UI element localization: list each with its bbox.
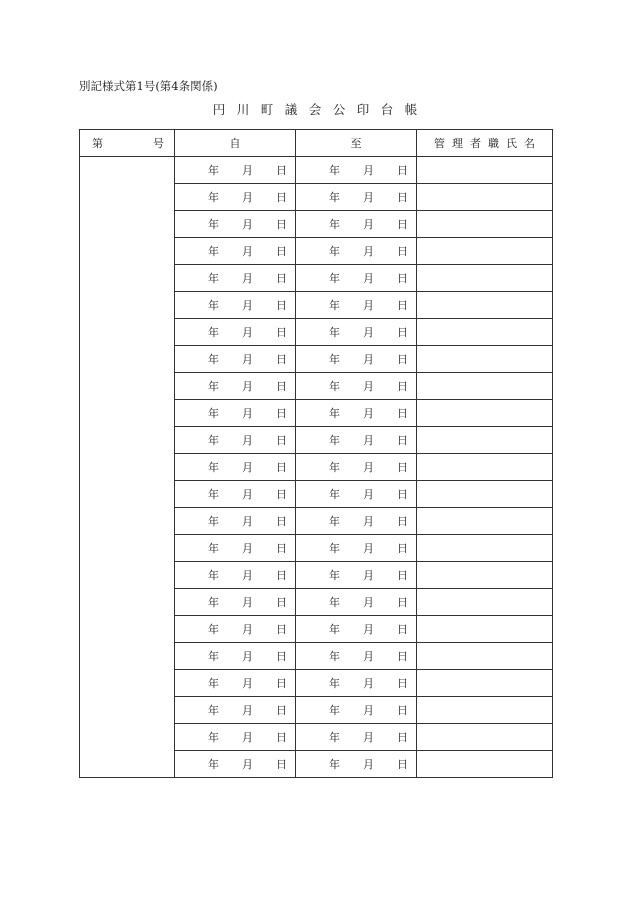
table-row (80, 157, 553, 184)
date-year-label: 年 (329, 623, 340, 636)
manager-name-cell[interactable] (417, 724, 553, 751)
date-year-label: 年 (208, 677, 219, 690)
to-date-cell[interactable] (296, 400, 417, 427)
from-date-cell[interactable] (175, 508, 296, 535)
manager-name-cell[interactable] (417, 454, 553, 481)
date-month-label: 月 (363, 731, 374, 744)
to-date-cell[interactable] (296, 292, 417, 319)
table-header-row (80, 130, 553, 157)
date-month-label: 月 (363, 623, 374, 636)
date-day-label: 日 (276, 434, 287, 447)
date-day-label: 日 (397, 488, 408, 501)
date-month-label: 月 (363, 434, 374, 447)
from-date-cell[interactable] (175, 481, 296, 508)
date-year-label: 年 (208, 434, 219, 447)
from-date-cell[interactable] (175, 400, 296, 427)
to-date-cell[interactable] (296, 508, 417, 535)
from-date-cell[interactable] (175, 265, 296, 292)
date-month-label: 月 (363, 299, 374, 312)
date-year-label: 年 (208, 326, 219, 339)
manager-name-cell[interactable] (417, 535, 553, 562)
date-year-label: 年 (329, 488, 340, 501)
date-month-label: 月 (242, 380, 253, 393)
date-day-label: 日 (397, 353, 408, 366)
from-date-cell[interactable] (175, 184, 296, 211)
date-month-label: 月 (363, 461, 374, 474)
date-year-label: 年 (329, 515, 340, 528)
manager-name-cell[interactable] (417, 697, 553, 724)
date-month-label: 月 (242, 731, 253, 744)
manager-name-cell[interactable] (417, 292, 553, 319)
manager-name-cell[interactable] (417, 184, 553, 211)
date-month-label: 月 (363, 164, 374, 177)
date-day-label: 日 (397, 299, 408, 312)
header-number-go: 号 (153, 137, 164, 150)
date-year-label: 年 (208, 245, 219, 258)
date-year-label: 年 (329, 542, 340, 555)
date-day-label: 日 (397, 758, 408, 771)
title-char: 台 (380, 102, 394, 117)
date-month-label: 月 (363, 191, 374, 204)
date-month-label: 月 (363, 677, 374, 690)
date-year-label: 年 (208, 704, 219, 717)
to-date-cell[interactable] (296, 211, 417, 238)
seal-ledger-table (79, 129, 553, 778)
to-date-cell[interactable] (296, 724, 417, 751)
date-year-label: 年 (208, 272, 219, 285)
date-year-label: 年 (329, 272, 340, 285)
from-date-cell[interactable] (175, 697, 296, 724)
to-date-cell[interactable] (296, 616, 417, 643)
to-date-cell[interactable] (296, 346, 417, 373)
date-day-label: 日 (276, 407, 287, 420)
date-month-label: 月 (363, 272, 374, 285)
date-month-label: 月 (242, 164, 253, 177)
page-title (0, 101, 630, 119)
to-date-cell[interactable] (296, 265, 417, 292)
date-month-label: 月 (242, 569, 253, 582)
from-date-cell[interactable] (175, 238, 296, 265)
date-month-label: 月 (363, 245, 374, 258)
date-year-label: 年 (208, 650, 219, 663)
title-char: 印 (356, 102, 370, 117)
date-day-label: 日 (276, 542, 287, 555)
date-day-label: 日 (276, 596, 287, 609)
manager-name-cell[interactable] (417, 643, 553, 670)
header-number-dai: 第 (92, 137, 103, 150)
date-day-label: 日 (397, 623, 408, 636)
manager-name-cell[interactable] (417, 751, 553, 778)
title-char: 会 (308, 102, 322, 117)
manager-name-cell[interactable] (417, 481, 553, 508)
from-date-cell[interactable] (175, 292, 296, 319)
date-day-label: 日 (397, 731, 408, 744)
from-date-cell[interactable] (175, 616, 296, 643)
manager-name-cell[interactable] (417, 373, 553, 400)
date-year-label: 年 (329, 299, 340, 312)
date-day-label: 日 (276, 191, 287, 204)
date-day-label: 日 (397, 434, 408, 447)
header-to: 至 (296, 130, 417, 157)
manager-name-cell[interactable] (417, 319, 553, 346)
header-manager-char: 管 (434, 137, 445, 150)
to-date-cell[interactable] (296, 589, 417, 616)
date-day-label: 日 (397, 542, 408, 555)
manager-name-cell[interactable] (417, 400, 553, 427)
date-year-label: 年 (329, 434, 340, 447)
date-year-label: 年 (329, 353, 340, 366)
from-date-cell[interactable] (175, 562, 296, 589)
date-month-label: 月 (363, 650, 374, 663)
date-month-label: 月 (363, 542, 374, 555)
date-month-label: 月 (363, 515, 374, 528)
date-year-label: 年 (208, 623, 219, 636)
header-from: 自 (175, 130, 296, 157)
date-month-label: 月 (242, 191, 253, 204)
date-day-label: 日 (397, 677, 408, 690)
to-date-cell[interactable] (296, 427, 417, 454)
date-year-label: 年 (208, 596, 219, 609)
date-year-label: 年 (329, 596, 340, 609)
date-day-label: 日 (397, 407, 408, 420)
header-manager-char: 名 (524, 137, 535, 150)
manager-name-cell[interactable] (417, 670, 553, 697)
to-date-cell[interactable] (296, 751, 417, 778)
date-year-label: 年 (208, 515, 219, 528)
date-year-label: 年 (329, 380, 340, 393)
from-date-cell[interactable] (175, 319, 296, 346)
from-date-cell[interactable] (175, 373, 296, 400)
date-year-label: 年 (208, 731, 219, 744)
to-date-cell[interactable] (296, 643, 417, 670)
date-year-label: 年 (208, 164, 219, 177)
date-year-label: 年 (329, 164, 340, 177)
from-date-cell[interactable] (175, 643, 296, 670)
date-month-label: 月 (242, 461, 253, 474)
from-date-cell[interactable] (175, 535, 296, 562)
date-day-label: 日 (276, 461, 287, 474)
date-day-label: 日 (276, 488, 287, 501)
title-char: 議 (284, 102, 298, 117)
to-date-cell[interactable] (296, 373, 417, 400)
header-manager-char: 氏 (506, 137, 517, 150)
to-date-cell[interactable] (296, 562, 417, 589)
date-year-label: 年 (329, 218, 340, 231)
date-month-label: 月 (242, 704, 253, 717)
date-month-label: 月 (242, 218, 253, 231)
manager-name-cell[interactable] (417, 562, 553, 589)
date-year-label: 年 (329, 461, 340, 474)
date-year-label: 年 (329, 245, 340, 258)
date-month-label: 月 (242, 245, 253, 258)
date-day-label: 日 (276, 380, 287, 393)
from-date-cell[interactable] (175, 346, 296, 373)
form-reference: 別記様式第1号(第4条関係) (79, 79, 218, 93)
date-month-label: 月 (242, 542, 253, 555)
date-day-label: 日 (397, 272, 408, 285)
title-char: 円 (212, 102, 226, 117)
header-manager-char: 職 (488, 137, 499, 150)
date-year-label: 年 (208, 488, 219, 501)
date-day-label: 日 (397, 164, 408, 177)
date-day-label: 日 (276, 731, 287, 744)
header-manager (417, 130, 553, 157)
date-day-label: 日 (397, 569, 408, 582)
date-day-label: 日 (397, 461, 408, 474)
date-month-label: 月 (363, 326, 374, 339)
date-day-label: 日 (276, 650, 287, 663)
to-date-cell[interactable] (296, 670, 417, 697)
date-day-label: 日 (276, 758, 287, 771)
date-day-label: 日 (276, 164, 287, 177)
from-date-cell[interactable] (175, 157, 296, 184)
to-date-cell[interactable] (296, 454, 417, 481)
date-year-label: 年 (208, 461, 219, 474)
date-day-label: 日 (276, 218, 287, 231)
to-date-cell[interactable] (296, 184, 417, 211)
manager-name-cell[interactable] (417, 238, 553, 265)
date-day-label: 日 (276, 272, 287, 285)
manager-name-cell[interactable] (417, 211, 553, 238)
date-day-label: 日 (397, 596, 408, 609)
date-year-label: 年 (208, 542, 219, 555)
date-month-label: 月 (242, 596, 253, 609)
manager-name-cell[interactable] (417, 427, 553, 454)
date-day-label: 日 (276, 515, 287, 528)
date-day-label: 日 (276, 704, 287, 717)
manager-name-cell[interactable] (417, 157, 553, 184)
date-day-label: 日 (276, 353, 287, 366)
date-month-label: 月 (363, 218, 374, 231)
from-date-cell[interactable] (175, 211, 296, 238)
from-date-cell[interactable] (175, 454, 296, 481)
date-day-label: 日 (276, 623, 287, 636)
date-month-label: 月 (242, 677, 253, 690)
date-month-label: 月 (242, 434, 253, 447)
to-date-cell[interactable] (296, 238, 417, 265)
date-day-label: 日 (276, 569, 287, 582)
date-year-label: 年 (208, 218, 219, 231)
date-day-label: 日 (276, 299, 287, 312)
title-char: 公 (332, 102, 346, 117)
to-date-cell[interactable] (296, 535, 417, 562)
date-month-label: 月 (363, 758, 374, 771)
date-month-label: 月 (242, 326, 253, 339)
date-day-label: 日 (276, 326, 287, 339)
manager-name-cell[interactable] (417, 616, 553, 643)
date-year-label: 年 (208, 380, 219, 393)
title-char: 川 (236, 102, 250, 117)
date-year-label: 年 (208, 353, 219, 366)
date-day-label: 日 (276, 677, 287, 690)
header-number (80, 130, 175, 157)
number-cell[interactable] (80, 157, 175, 778)
title-char: 帳 (404, 102, 418, 117)
date-year-label: 年 (329, 731, 340, 744)
manager-name-cell[interactable] (417, 508, 553, 535)
date-month-label: 月 (242, 407, 253, 420)
date-month-label: 月 (242, 758, 253, 771)
header-manager-char: 者 (470, 137, 481, 150)
from-date-cell[interactable] (175, 427, 296, 454)
date-year-label: 年 (329, 650, 340, 663)
header-manager-char: 理 (452, 137, 463, 150)
from-date-cell[interactable] (175, 589, 296, 616)
date-year-label: 年 (329, 326, 340, 339)
date-year-label: 年 (208, 758, 219, 771)
date-day-label: 日 (397, 650, 408, 663)
date-year-label: 年 (329, 677, 340, 690)
to-date-cell[interactable] (296, 481, 417, 508)
date-year-label: 年 (208, 407, 219, 420)
date-month-label: 月 (363, 488, 374, 501)
date-year-label: 年 (208, 299, 219, 312)
date-year-label: 年 (329, 704, 340, 717)
date-month-label: 月 (363, 569, 374, 582)
date-day-label: 日 (276, 245, 287, 258)
to-date-cell[interactable] (296, 319, 417, 346)
date-month-label: 月 (242, 353, 253, 366)
date-month-label: 月 (242, 299, 253, 312)
date-year-label: 年 (208, 191, 219, 204)
to-date-cell[interactable] (296, 697, 417, 724)
manager-name-cell[interactable] (417, 346, 553, 373)
from-date-cell[interactable] (175, 724, 296, 751)
date-month-label: 月 (363, 596, 374, 609)
date-day-label: 日 (397, 191, 408, 204)
date-day-label: 日 (397, 704, 408, 717)
manager-name-cell[interactable] (417, 265, 553, 292)
date-year-label: 年 (329, 758, 340, 771)
date-month-label: 月 (242, 650, 253, 663)
manager-name-cell[interactable] (417, 589, 553, 616)
date-day-label: 日 (397, 218, 408, 231)
date-month-label: 月 (242, 623, 253, 636)
title-char: 町 (260, 102, 274, 117)
date-day-label: 日 (397, 380, 408, 393)
date-year-label: 年 (329, 407, 340, 420)
date-year-label: 年 (208, 569, 219, 582)
from-date-cell[interactable] (175, 670, 296, 697)
date-month-label: 月 (363, 407, 374, 420)
to-date-cell[interactable] (296, 157, 417, 184)
date-month-label: 月 (242, 488, 253, 501)
date-month-label: 月 (242, 515, 253, 528)
from-date-cell[interactable] (175, 751, 296, 778)
date-month-label: 月 (363, 380, 374, 393)
date-day-label: 日 (397, 515, 408, 528)
date-month-label: 月 (242, 272, 253, 285)
date-month-label: 月 (363, 353, 374, 366)
date-day-label: 日 (397, 326, 408, 339)
date-month-label: 月 (363, 704, 374, 717)
date-year-label: 年 (329, 191, 340, 204)
date-year-label: 年 (329, 569, 340, 582)
date-day-label: 日 (397, 245, 408, 258)
